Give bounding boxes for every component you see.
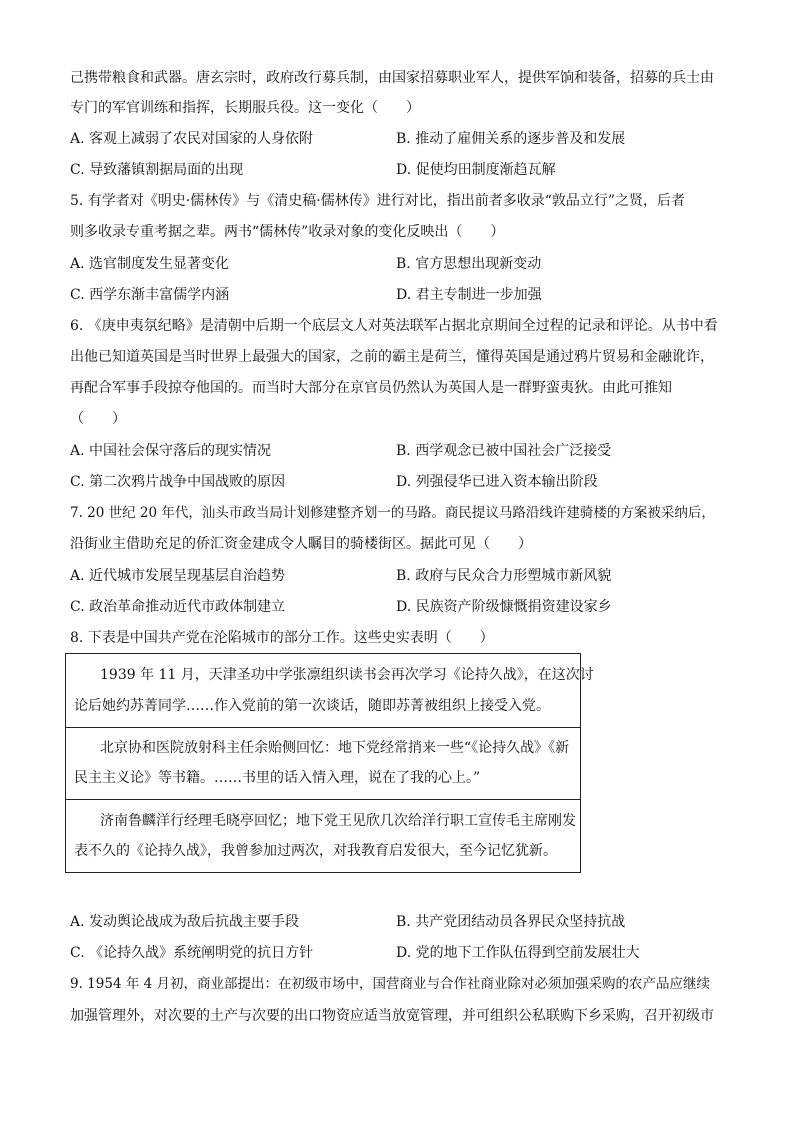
q8-option-d[interactable]: D. 党的地下工作队伍得到空前发展壮大 [396, 945, 640, 961]
q7-option-a[interactable]: A. 近代城市发展呈现基层自治趋势 [70, 568, 286, 584]
q6-stem-line-1: 6. 《庚申夷氛纪略》是清朝中后期一个底层文人对英法联军占据北京期间全过程的记录和评论。从书中看 [70, 318, 718, 334]
q6-option-a[interactable]: A. 中国社会保守落后的现实情况 [70, 443, 272, 459]
q4-stem-line-1: 己携带粮食和武器。唐玄宗时，政府改行募兵制，由国家招募职业军人，提供军饷和装备，招募的兵士由 [70, 70, 714, 86]
q7-stem-line-2: 沿街业主借助充足的侨汇资金建成令人瞩目的骑楼街区。据此可见（ ） [70, 536, 532, 552]
table-row [66, 654, 594, 728]
table-row-3-line-1: 济南鲁麟洋行经理毛晓亭回忆；地下党王见欣几次给洋行职工宣传毛主席刚发 [100, 813, 576, 829]
q9-stem-line-2: 加强管理外，对次要的土产与次要的出口物资应适当放宽管理，并可组织公私联购下乡采购，召开初级市 [70, 1008, 714, 1024]
table-row-1-line-1: 1939 年 11 月，天津圣功中学张凛组织读书会再次学习《论持久战》，在这次讨 [100, 667, 594, 683]
q4-option-b[interactable]: B. 推动了雇佣关系的逐步普及和发展 [396, 131, 626, 147]
q6-stem-line-2: 出他已知道英国是当时世界上最强大的国家，之前的霸主是荷兰，懂得英国是通过鸦片贸易和金融讹诈， [70, 349, 714, 365]
q5-option-b[interactable]: B. 官方思想出现新变动 [396, 256, 542, 272]
q8-option-c[interactable]: C. 《论持久战》系统阐明党的抗日方针 [70, 945, 314, 961]
q8-stem-line-1: 8. 下表是中国共产党在沦陷城市的部分工作。这些史实表明（ ） [70, 630, 494, 646]
q7-option-d[interactable]: D. 民族资产阶级慷慨捐资建设家乡 [396, 599, 612, 615]
table-row-3-line-2: 表不久的《论持久战》，我曾参加过两次，对我教育启发很大，至今记忆犹新。 [74, 843, 557, 859]
q8-source-table [65, 653, 594, 873]
q7-option-b[interactable]: B. 政府与民众合力形塑城市新风貌 [396, 568, 612, 584]
table-row-2-line-1: 北京协和医院放射科主任余贻侧回忆：地下党经常捎来一些“《论持久战》《新 [100, 740, 570, 756]
table-row [66, 800, 580, 872]
q9-stem-line-1: 9. 1954 年 4 月初，商业部提出：在初级市场中，国营商业与合作社商业除对必须加强采购的农产品应继续 [70, 976, 710, 992]
q6-stem-line-3: 再配合军事手段掠夺他国的。而当时大部分在京官员仍然认为英国人是一群野蛮夷狄。由此可推知 [70, 380, 672, 396]
q5-stem-line-2: 则多收录专重考据之辈。两书“儒林传”收录对象的变化反映出（ ） [70, 224, 505, 240]
q8-option-b[interactable]: B. 共产党团结动员各界民众坚持抗战 [396, 914, 626, 930]
q4-option-d[interactable]: D. 促使均田制度渐趋瓦解 [396, 162, 556, 178]
q4-stem-line-2: 专门的军官训练和指挥，长期服兵役。这一变化（ ） [70, 100, 420, 116]
q5-stem-line-1: 5. 有学者对《明史·儒林传》与《清史稿·儒林传》进行对比，指出前者多收录“敦品立行”之贤，后者 [70, 193, 686, 209]
table-row-2-line-2: 民主主义论》等书籍。……书里的话入情入理，说在了我的心上。” [74, 770, 481, 786]
q6-stem-line-4: （ ） [70, 411, 126, 427]
table-row-1-line-2: 论后她约苏菁同学……作入党前的第一次谈话，随即苏菁被组织上接受入党。 [74, 698, 550, 714]
q4-option-c[interactable]: C. 导致藩镇割据局面的出现 [70, 162, 244, 178]
q5-option-a[interactable]: A. 选官制度发生显著变化 [70, 256, 230, 272]
table-row [66, 728, 580, 800]
q7-stem-line-1: 7. 20 世纪 20 年代，汕头市政当局计划修建整齐划一的马路。商民提议马路沿线许建骑楼的方案被采纳后， [70, 505, 715, 521]
q8-option-a[interactable]: A. 发动舆论战成为敌后抗战主要手段 [70, 914, 300, 930]
q5-option-d[interactable]: D. 君主专制进一步加强 [396, 287, 542, 303]
q5-option-c[interactable]: C. 西学东渐丰富儒学内涵 [70, 287, 230, 303]
q6-option-b[interactable]: B. 西学观念已被中国社会广泛接受 [396, 443, 612, 459]
q6-option-c[interactable]: C. 第二次鸦片战争中国战败的原因 [70, 474, 286, 490]
q6-option-d[interactable]: D. 列强侵华已进入资本输出阶段 [396, 474, 598, 490]
q7-option-c[interactable]: C. 政治革命推动近代市政体制建立 [70, 599, 286, 615]
q4-option-a[interactable]: A. 客观上减弱了农民对国家的人身依附 [70, 131, 314, 147]
